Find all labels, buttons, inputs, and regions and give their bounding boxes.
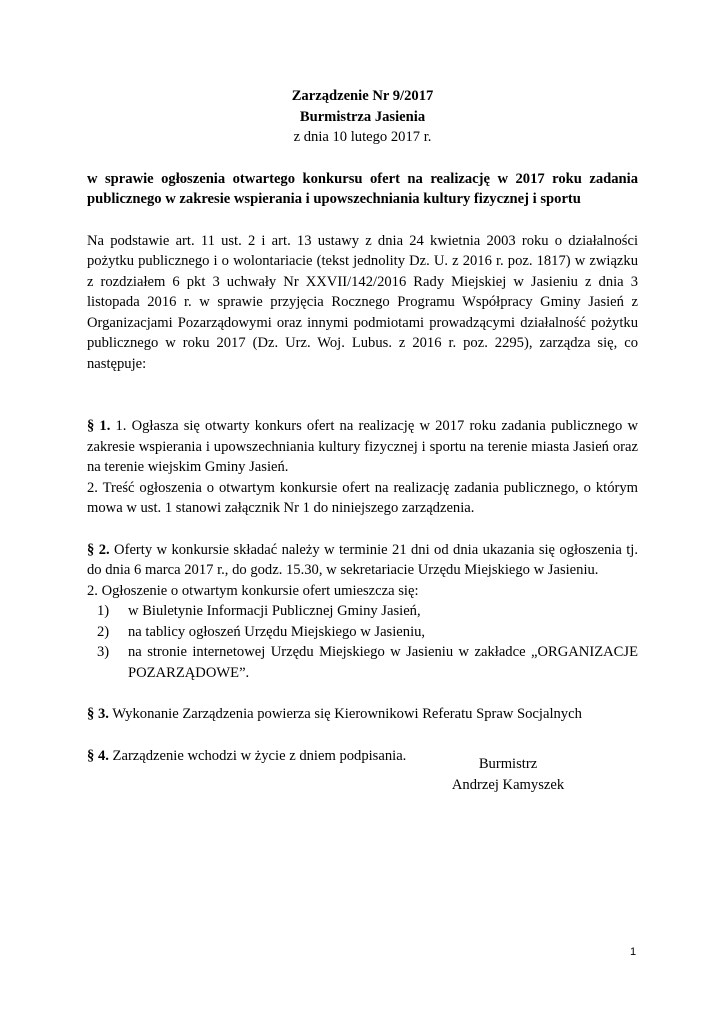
document-header	[87, 86, 638, 148]
section-2	[87, 540, 638, 684]
signature-name: Andrzej Kamyszek	[451, 776, 565, 793]
section-2-paragraph-1	[87, 540, 638, 581]
publication-list	[87, 601, 638, 683]
list-item	[97, 601, 638, 622]
signature-role: Burmistrz	[478, 756, 538, 772]
section-1	[87, 416, 638, 519]
signature-block	[443, 754, 573, 795]
section-3	[87, 704, 638, 725]
document-issuer: Burmistrza Jasienia	[299, 108, 426, 125]
document-subject: w sprawie ogłoszenia otwartego konkursu ofert na realizację w 2017 roku zadania publicznego w zakresie wspierania i upowszechniania kultury fizycznej i sportu	[87, 170, 638, 207]
page-number: 1	[630, 946, 637, 958]
section-2-mark: § 2.	[87, 541, 110, 558]
legal-basis: Na podstawie art. 11 ust. 2 i art. 13 ustawy z dnia 24 kwietnia 2003 roku o działalności pożytku publicznego i o wolontariacie (tekst jednolity Dz. U. z 2016 r. poz. 1817) w związku z rozdziałem 6 pkt 3 uchwały Nr XXVII/142/2016 Rady Miejskiej w Jasieniu z dnia 3 listopada 2016 r. w sprawie przyjęcia Rocznego Programu Współpracy Gminy Jasień z Organizacjami Pozarządowymi oraz innymi podmiotami prowadzącymi działalność pożytku publicznego w roku 2017 (Dz. Urz. Woj. Lubus. z 2016 r. poz. 2295), zarządza się, co następuje:	[87, 232, 638, 372]
list-item-number: 2)	[97, 623, 110, 640]
list-item	[97, 642, 638, 683]
section-2-text-1: Oferty w konkursie składać należy w terminie 21 dni od dnia ukazania się ogłoszenia tj. do dnia 6 marca 2017 r., do godz. 15.30, w sekretariacie Urzędu Miejskiego w Jasieniu.	[87, 541, 638, 578]
list-item	[97, 622, 638, 643]
section-1-mark: § 1.	[87, 418, 111, 434]
section-2-paragraph-2: 2. Ogłoszenie o otwartym konkursie ofert umieszcza się:	[87, 582, 419, 599]
list-item-text: w Biuletynie Informacji Publicznej Gminy Jasień,	[128, 603, 421, 619]
section-1-paragraph-1	[87, 416, 638, 478]
list-item-text: na stronie internetowej Urzędu Miejskiego w Jasieniu w zakładce „ORGANIZACJE POZARZĄDOWE”.	[128, 644, 638, 681]
document-date: z dnia 10 lutego 2017 r.	[293, 129, 432, 145]
list-item-number: 1)	[97, 603, 110, 619]
section-1-paragraph-2: 2. Treść ogłoszenia o otwartym konkursie ofert na realizację zadania publicznego, o którym mowa w ust. 1 stanowi załącznik Nr 1 do niniejszego zarządzenia.	[87, 479, 638, 516]
section-3-mark: § 3.	[87, 706, 109, 722]
list-item-number: 3)	[97, 644, 110, 660]
section-4-text: Zarządzenie wchodzi w życie z dniem podpisania.	[112, 747, 407, 764]
document-title: Zarządzenie Nr 9/2017	[291, 88, 434, 104]
section-4-mark: § 4.	[87, 747, 109, 764]
document-body	[87, 86, 638, 766]
section-3-text: Wykonanie Zarządzenia powierza się Kierownikowi Referatu Spraw Socjalnych	[112, 706, 582, 722]
section-1-text-1: 1. Ogłasza się otwarty konkurs ofert na realizację w 2017 roku zadania publicznego w zakresie wspierania i upowszechniania kultury fizycznej i sportu na terenie miasta Jasień oraz na terenie wiejskim Gminy Jasień.	[87, 418, 638, 475]
list-item-text: na tablicy ogłoszeń Urzędu Miejskiego w Jasieniu,	[128, 623, 426, 640]
